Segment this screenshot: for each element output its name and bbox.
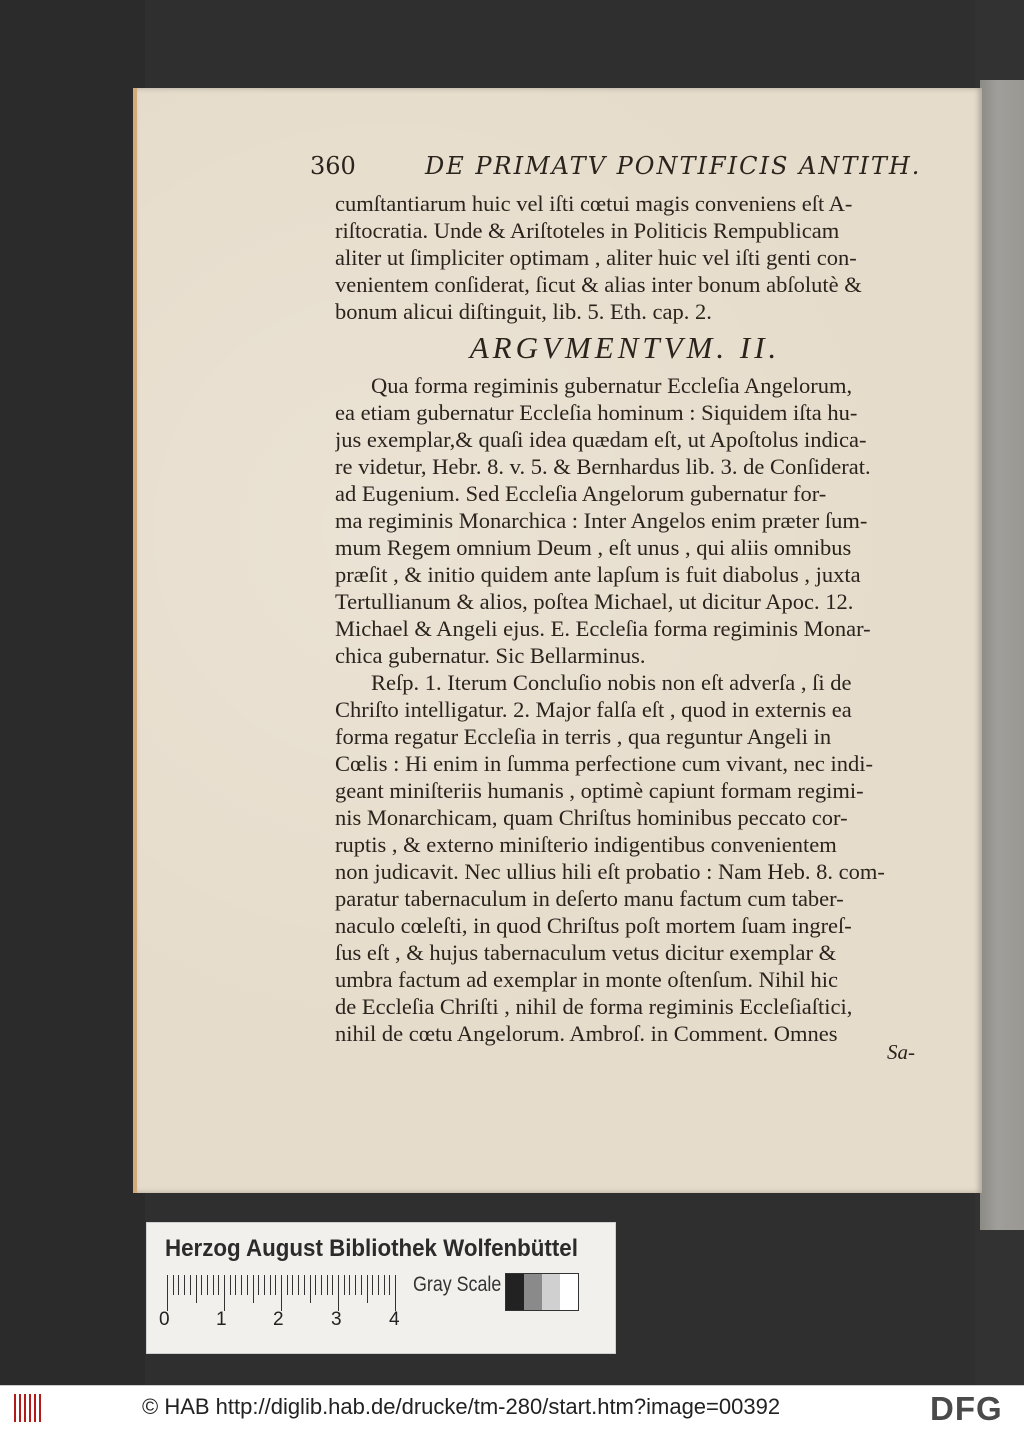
ruler-tick [258,1275,259,1295]
ruler-tick [275,1275,276,1295]
text-line: nis Monarchicam, quam Chriſtus hominibus peccato cor- [335,805,848,830]
ruler-tick [332,1275,333,1295]
ruler-tick [355,1275,356,1295]
ruler-tick [247,1275,248,1295]
ruler-tick [235,1275,236,1295]
ruler-tick [190,1275,191,1295]
paragraph-3 [335,669,915,1047]
running-head [310,152,922,182]
gray-scale-label: Gray Scale [413,1273,502,1296]
text-line: ad Eugenium. Sed Eccleſia Angelorum gubernatur for- [335,481,827,506]
ruler-tick [224,1275,225,1311]
ruler-tick [327,1275,328,1295]
gray-patch [524,1274,542,1310]
text-line: Tertullianum & alios, poſtea Michael, ut dicitur Apoc. 12. [335,589,854,614]
text-line: aliter ut ſimpliciter optimam , aliter huic vel iſti genti con- [335,245,857,270]
paragraph-2 [335,372,915,669]
running-title: DE PRIMATV PONTIFICIS ANTITH. [425,152,922,180]
ruler-tick [287,1275,288,1295]
page-number: 360 [310,152,356,180]
text-line: cumſtantiarum huic vel iſti cœtui magis conveniens eſt A- [335,191,853,216]
text-line: re videtur, Hebr. 8. v. 5. & Bernhardus lib. 3. de Conſiderat. [335,454,871,479]
ruler-tick [367,1275,368,1303]
text-line: umbra factum ad exemplar in monte oſtenſum. Nihil hic [335,967,838,992]
text-line: Reſp. 1. Iterum Concluſio nobis non eſt adverſa , ſi de [371,670,852,695]
ruler-tick [184,1275,185,1295]
dfg-logo: DFG [930,1390,1003,1427]
text-line: mum Regem omnium Deum , eſt unus , qui aliis omnibus [335,535,852,560]
argument-heading: ARGVMENTVM. II. [469,330,781,365]
text-line: forma regatur Eccleſia in terris , qua reguntur Angeli in [335,724,832,749]
text-line: Michael & Angeli ejus. E. Eccleſia forma regiminis Monar- [335,616,871,641]
text-line: venientem conſiderat, ſicut & alias inter bonum abſolutè & [335,272,862,297]
library-name: Herzog August Bibliothek Wolfenbüttel [165,1235,578,1262]
ruler-tick [230,1275,231,1295]
ruler-number: 1 [216,1309,227,1330]
ruler-tick [218,1275,219,1295]
text-line: Qua forma regiminis gubernatur Eccleſia Angelorum, [371,373,853,398]
text-line: de Eccleſia Chriſti , nihil de forma regiminis Eccleſiaſtici, [335,994,853,1019]
ruler-tick [338,1275,339,1311]
ruler-tick [201,1275,202,1295]
text-line: riſtocratia. Unde & Ariſtoteles in Politicis Rempublicam [335,218,840,243]
hab-logo-icon [12,1394,44,1422]
text-line: ea etiam gubernatur Eccleſia hominum : Siquidem iſta hu- [335,400,858,425]
ruler-tick [167,1275,168,1311]
ruler-tick [264,1275,265,1295]
ruler-number: 3 [331,1309,342,1330]
ruler-tick [281,1275,282,1311]
text-line: naculo cœleſti, in quod Chriſtus poſt mortem ſuam ingreſ- [335,913,852,938]
footer-bar [0,1385,1024,1430]
gray-scale-strip [505,1273,579,1311]
ruler-tick [298,1275,299,1295]
cm-ruler [167,1275,397,1313]
scan-background-right [975,0,1024,1385]
ruler-tick [207,1275,208,1295]
ruler-tick [349,1275,350,1295]
ruler-tick [315,1275,316,1295]
ruler-tick [304,1275,305,1295]
text-line: nihil de cœtu Angelorum. Ambroſ. in Comment. Omnes [335,1021,838,1046]
ruler-tick [389,1275,390,1295]
ruler-tick [321,1275,322,1295]
paragraph-1 [335,190,915,325]
ruler-tick [361,1275,362,1295]
text-line: præſit , & initio quidem ante lapſum is fuit diabolus , juxta [335,562,861,587]
text-line: chica gubernatur. Sic Bellarminus. [335,643,646,668]
library-color-card [146,1222,616,1354]
text-line: jus exemplar,& quaſi idea quædam eſt, ut Apoſtolus indica- [335,427,867,452]
gray-patch [560,1274,578,1310]
text-line: ruptis , & externo miniſterio indigentibus convenientem [335,832,837,857]
text-line: bonum alicui diſtinguit, lib. 5. Eth. cap. 2. [335,299,712,324]
gray-patch [506,1274,524,1310]
text-line: Cœlis : Hi enim in ſumma perfectione cum vivant, nec indi- [335,751,874,776]
text-line: non judicavit. Nec ullius hili eſt probatio : Nam Heb. 8. com- [335,859,885,884]
ruler-tick [395,1275,396,1311]
ruler-numbers [159,1309,419,1335]
text-line: ma regiminis Monarchica : Inter Angelos enim præter ſum- [335,508,868,533]
ruler-tick [173,1275,174,1295]
ruler-tick [213,1275,214,1295]
scan-background-left [0,0,145,1385]
ruler-number: 4 [389,1309,400,1330]
ruler-tick [196,1275,197,1303]
text-line: paratur tabernaculum in deſerto manu factum cum taber- [335,886,844,911]
ruler-tick [253,1275,254,1303]
ruler-tick [241,1275,242,1295]
ruler-number: 2 [273,1309,284,1330]
copyright-url[interactable]: © HAB http://diglib.hab.de/drucke/tm-280/start.htm?image=00392 [142,1394,781,1419]
ruler-tick [372,1275,373,1295]
text-line: ſus eſt , & hujus tabernaculum vetus dicitur exemplar & [335,940,837,965]
ruler-tick [310,1275,311,1303]
ruler-tick [292,1275,293,1295]
text-line: geant miniſteriis humanis , optimè capiunt formam regimi- [335,778,864,803]
ruler-tick [178,1275,179,1295]
ruler-tick [270,1275,271,1295]
ruler-number: 0 [159,1309,170,1330]
text-line: Chriſto intelligatur. 2. Major falſa eſt , quod in externis ea [335,697,852,722]
ruler-tick [384,1275,385,1295]
ruler-tick [378,1275,379,1295]
gray-patch [542,1274,560,1310]
catchword: Sa- [887,1040,915,1064]
ruler-tick [344,1275,345,1295]
